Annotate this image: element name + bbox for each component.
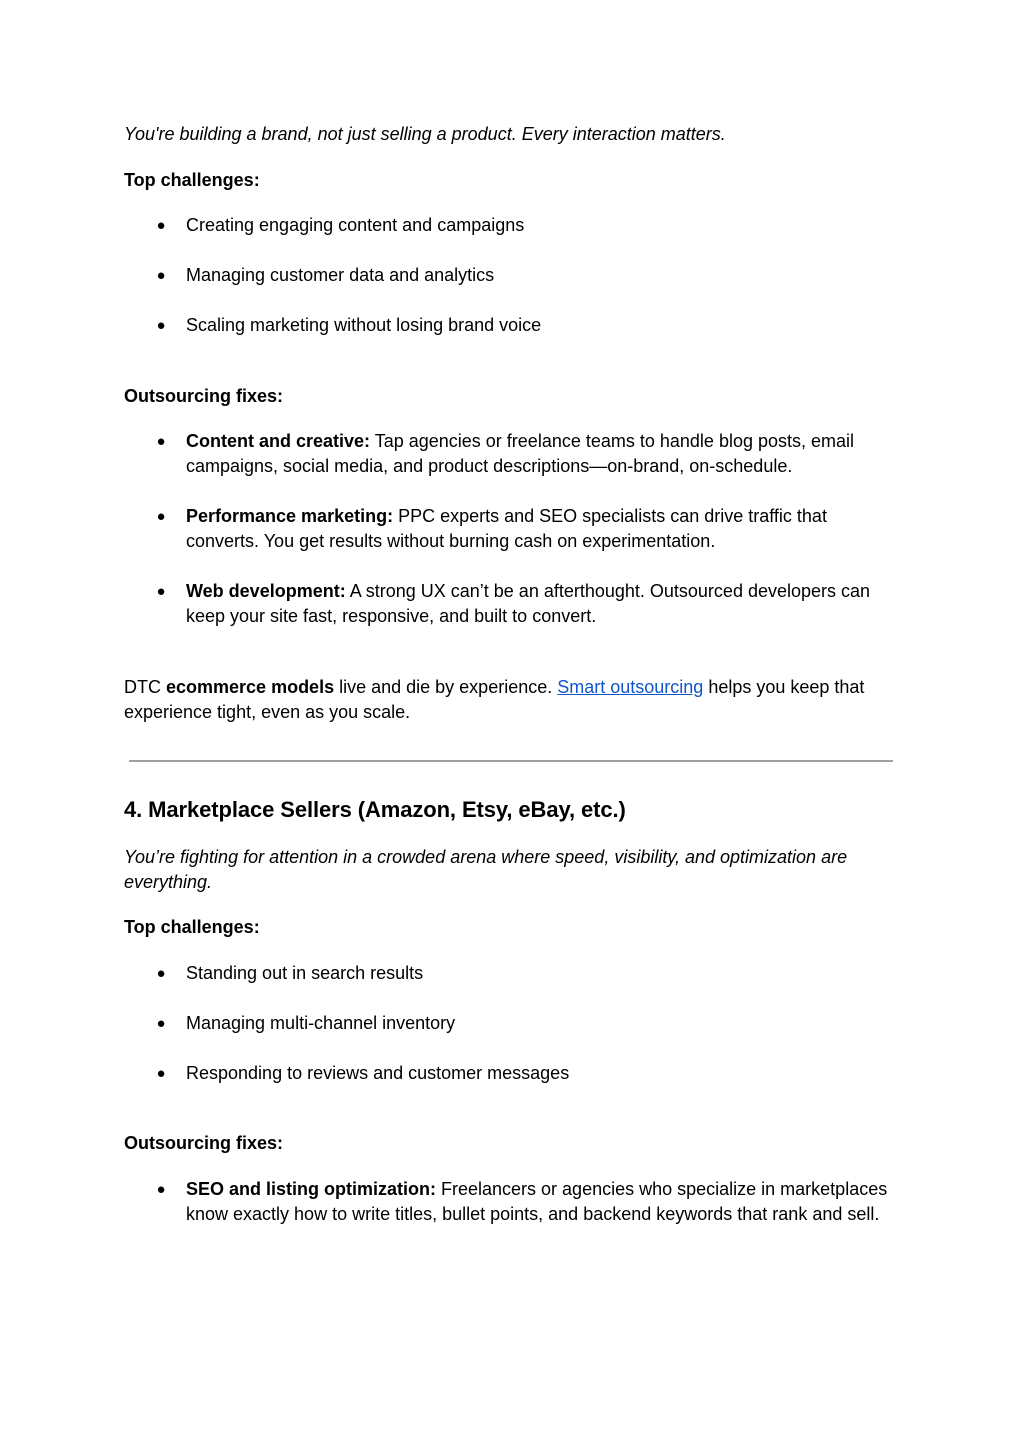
- bullet-icon: ●: [156, 1181, 166, 1198]
- fixes-heading: Outsourcing fixes:: [124, 1133, 284, 1153]
- list-item-text: Standing out in search results: [186, 963, 424, 983]
- section-heading: 4. Marketplace Sellers (Amazon, Etsy, eBay, etc.): [124, 797, 626, 822]
- list-item-text: Responding to reviews and customer messages: [186, 1063, 570, 1083]
- bullet-icon: ●: [156, 1015, 166, 1032]
- list-item-text: [186, 504, 896, 554]
- horizontal-rule: [129, 760, 893, 762]
- fix-label: Performance marketing:: [186, 506, 394, 526]
- list-item-text: Creating engaging content and campaigns: [186, 215, 525, 235]
- bullet-icon: ●: [156, 433, 166, 450]
- fix-description: A strong UX can’t be an afterthought. Outsourced developers can keep your site fast, responsive, and built to convert.: [186, 581, 871, 626]
- bullet-icon: ●: [156, 267, 166, 284]
- list-item-text: Scaling marketing without losing brand voice: [186, 315, 542, 335]
- fix-description: PPC experts and SEO specialists can drive traffic that converts. You get results without burning cash on experimentation.: [186, 506, 827, 551]
- bullet-icon: ●: [156, 217, 166, 234]
- fix-description: Freelancers or agencies who specialize in marketplaces know exactly how to write titles, bullet points, and backend keywords that rank and sell.: [186, 1179, 888, 1224]
- closing-text: helps you keep that experience tight, even as you scale.: [124, 677, 865, 722]
- fix-label: Content and creative:: [186, 431, 371, 451]
- section-intro: You’re fighting for attention in a crowded arena where speed, visibility, and optimization are everything.: [124, 847, 848, 892]
- list-item-text: [186, 429, 896, 479]
- fix-label: SEO and listing optimization:: [186, 1179, 436, 1199]
- closing-bold-term: ecommerce models: [166, 677, 335, 697]
- closing-text: DTC: [124, 677, 166, 697]
- bullet-icon: ●: [156, 317, 166, 334]
- list-item-text: [186, 1177, 896, 1227]
- fixes-heading: Outsourcing fixes:: [124, 386, 284, 406]
- list-item-text: [186, 579, 896, 629]
- closing-paragraph: [124, 675, 894, 725]
- closing-text: live and die by experience.: [334, 677, 558, 697]
- bullet-icon: ●: [156, 965, 166, 982]
- bullet-icon: ●: [156, 1065, 166, 1082]
- challenges-heading: Top challenges:: [124, 170, 260, 190]
- bullet-icon: ●: [156, 508, 166, 525]
- challenges-heading: Top challenges:: [124, 917, 260, 937]
- bullet-icon: ●: [156, 583, 166, 600]
- smart-outsourcing-link[interactable]: Smart outsourcing: [557, 677, 704, 697]
- section-intro: You're building a brand, not just selling a product. Every interaction matters.: [124, 124, 726, 144]
- list-item-text: Managing multi-channel inventory: [186, 1013, 456, 1033]
- list-item-text: Managing customer data and analytics: [186, 265, 495, 285]
- fix-label: Web development:: [186, 581, 346, 601]
- fix-description: Tap agencies or freelance teams to handle blog posts, email campaigns, social media, and product descriptions—on-brand, on-schedule.: [186, 431, 855, 476]
